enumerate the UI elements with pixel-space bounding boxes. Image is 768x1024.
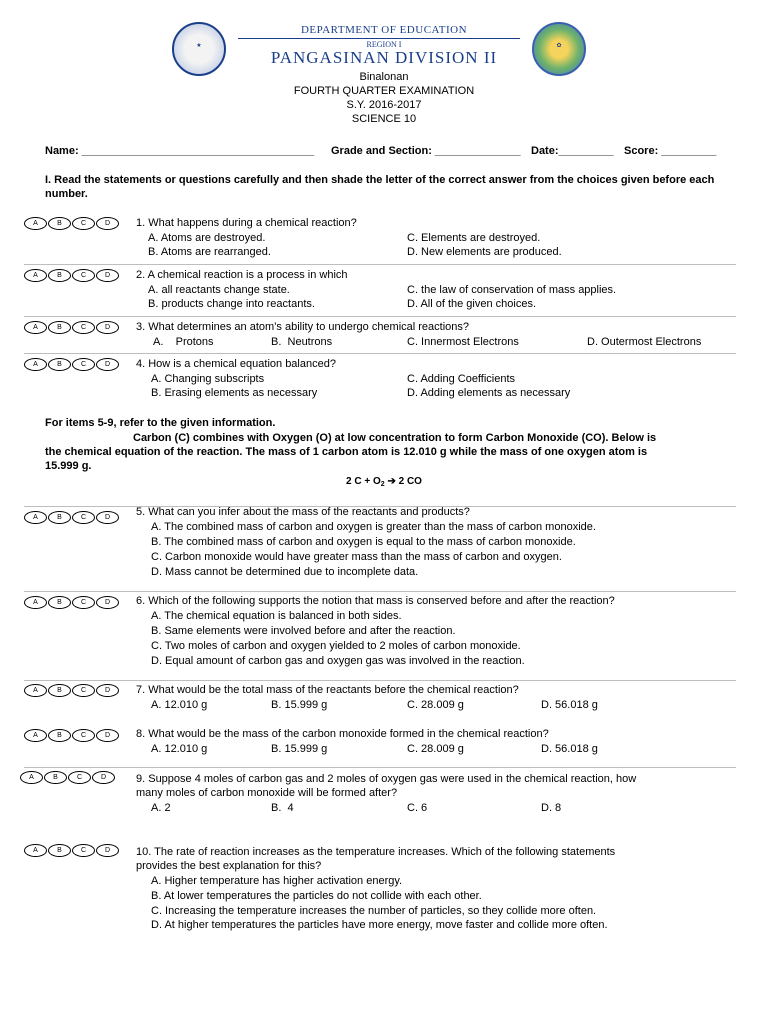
exam-title: FOURTH QUARTER EXAMINATION [293, 85, 475, 97]
q2-choice-a: A. all reactants change state. [148, 284, 290, 296]
q2-choice-d: D. All of the given choices. [407, 298, 537, 310]
bubble-d[interactable]: D [96, 269, 119, 282]
info-line-3: 15.999 g. [45, 460, 92, 472]
question-separator [24, 353, 736, 354]
subject-title: SCIENCE 10 [351, 113, 417, 125]
bubble-a[interactable]: A [24, 321, 47, 334]
answer-bubbles-q4[interactable] [24, 358, 119, 371]
q5-choice-b: B. The combined mass of carbon and oxygen is equal to the mass of carbon monoxide. [151, 536, 576, 548]
q2-stem: 2. A chemical reaction is a process in which [136, 269, 348, 281]
bubble-b[interactable]: B [48, 729, 71, 742]
q7-stem: 7. What would be the total mass of the reactants before the chemical reaction? [136, 684, 519, 696]
bubble-c[interactable]: C [68, 771, 91, 784]
q1-choice-a: A. Atoms are destroyed. [148, 232, 266, 244]
bubble-b[interactable]: B [48, 511, 71, 524]
bubble-a[interactable]: A [24, 511, 47, 524]
q6-choice-b: B. Same elements were involved before and after the reaction. [151, 625, 456, 637]
bubble-d[interactable]: D [96, 729, 119, 742]
info-line-2: the chemical equation of the reaction. The mass of 1 carbon atom is 12.010 g while the mass of one oxygen atom is [45, 446, 648, 458]
q4-choice-b: B. Erasing elements as necessary [151, 387, 318, 399]
bubble-c[interactable]: C [72, 269, 95, 282]
bubble-b[interactable]: B [48, 321, 71, 334]
name-field[interactable]: Name: ______________________________________ [45, 145, 315, 157]
answer-bubbles-q5[interactable] [24, 511, 119, 524]
bubble-c[interactable]: C [72, 358, 95, 371]
q6-stem: 6. Which of the following supports the notion that mass is conserved before and after the reaction? [136, 595, 615, 607]
q4-choice-c: C. Adding Coefficients [407, 373, 516, 385]
bubble-a[interactable]: A [24, 729, 47, 742]
equation-subscript: 2 [380, 481, 385, 488]
answer-bubbles-q2[interactable] [24, 269, 119, 282]
q10-choice-d: D. At higher temperatures the particles have more energy, move faster and collide more often. [151, 919, 608, 931]
q1-stem: 1. What happens during a chemical reaction? [136, 217, 357, 229]
answer-bubbles-q6[interactable] [24, 596, 119, 609]
q8-choice-d: D. 56.018 g [541, 743, 598, 755]
info-line-1: Carbon (C) combines with Oxygen (O) at low concentration to form Carbon Monoxide (CO). Below is [133, 432, 657, 444]
q8-choice-b: B. 15.999 g [271, 743, 328, 755]
answer-bubbles-q9[interactable] [20, 771, 115, 784]
q7-choice-d: D. 56.018 g [541, 699, 598, 711]
q3-choice-b: B. Neutrons [271, 336, 333, 348]
bubble-d[interactable]: D [96, 217, 119, 230]
bubble-a[interactable]: A [24, 844, 47, 857]
q10-choice-a: A. Higher temperature has higher activation energy. [151, 875, 403, 887]
q10-choice-c: C. Increasing the temperature increases the number of particles, so they collide more often. [151, 905, 597, 917]
q5-choice-d: D. Mass cannot be determined due to incomplete data. [151, 566, 419, 578]
bubble-b[interactable]: B [48, 844, 71, 857]
deped-seal-logo: ★ [172, 22, 226, 76]
date-field[interactable]: Date:_________ [531, 145, 614, 157]
q8-stem: 8. What would be the mass of the carbon monoxide formed in the chemical reaction? [136, 728, 549, 740]
q6-choice-d: D. Equal amount of carbon gas and oxygen gas was involved in the reaction. [151, 655, 525, 667]
arrow-icon: ➔ [387, 476, 396, 487]
bubble-d[interactable]: D [92, 771, 115, 784]
q9-choice-c: C. 6 [407, 802, 428, 814]
school-year: S.Y. 2016-2017 [346, 99, 422, 111]
bubble-d[interactable]: D [96, 684, 119, 697]
answer-bubbles-q3[interactable] [24, 321, 119, 334]
answer-bubbles-q1[interactable] [24, 217, 119, 230]
region-label: REGION I [366, 40, 402, 49]
bubble-c[interactable]: C [72, 511, 95, 524]
bubble-d[interactable]: D [96, 511, 119, 524]
q3-choice-d: D. Outermost Electrons [587, 336, 702, 348]
bubble-a[interactable]: A [24, 596, 47, 609]
bubble-a[interactable]: A [24, 684, 47, 697]
bubble-a[interactable]: A [24, 269, 47, 282]
answer-bubbles-q8[interactable] [24, 729, 119, 742]
question-separator [24, 680, 736, 681]
q10-stem-line-1: 10. The rate of reaction increases as the temperature increases. Which of the following statements [136, 846, 616, 858]
bubble-d[interactable]: D [96, 358, 119, 371]
question-separator [24, 767, 736, 768]
bubble-d[interactable]: D [96, 596, 119, 609]
bubble-d[interactable]: D [96, 844, 119, 857]
grade-section-field[interactable]: Grade and Section: ______________ [331, 145, 521, 157]
q3-stem: 3. What determines an atom’s ability to undergo chemical reactions? [136, 321, 470, 333]
division-title: PANGASINAN DIVISION II [270, 48, 498, 67]
q4-stem: 4. How is a chemical equation balanced? [136, 358, 336, 370]
q7-choice-a: A. 12.010 g [151, 699, 208, 711]
q3-choice-c: C. Innermost Electrons [407, 336, 519, 348]
department-title: DEPARTMENT OF EDUCATION [300, 24, 468, 36]
q4-choice-d: D. Adding elements as necessary [407, 387, 571, 399]
bubble-b[interactable]: B [48, 217, 71, 230]
q9-stem-line-2: many moles of carbon monoxide will be formed after? [136, 787, 398, 799]
answer-bubbles-q7[interactable] [24, 684, 119, 697]
question-separator [24, 264, 736, 265]
q9-choice-d: D. 8 [541, 802, 562, 814]
q4-choice-a: A. Changing subscripts [151, 373, 265, 385]
school-name: Binalonan [359, 71, 409, 83]
q1-choice-b: B. Atoms are rearranged. [148, 246, 271, 258]
instructions: I. Read the statements or questions carefully and then shade the letter of the correct answer from the choices given before each number. [45, 174, 715, 200]
q10-choice-b: B. At lower temperatures the particles do not collide with each other. [151, 890, 482, 902]
chemical-equation [0, 476, 768, 488]
bubble-b[interactable]: B [48, 684, 71, 697]
q10-stem-line-2: provides the best explanation for this? [136, 860, 322, 872]
q6-choice-a: A. The chemical equation is balanced in both sides. [151, 610, 402, 622]
bubble-a[interactable]: A [24, 358, 47, 371]
bubble-c[interactable]: C [72, 596, 95, 609]
q2-choice-c: C. the law of conservation of mass applies. [407, 284, 617, 296]
q5-stem: 5. What can you infer about the mass of the reactants and products? [136, 506, 470, 518]
question-separator [24, 316, 736, 317]
q7-choice-b: B. 15.999 g [271, 699, 328, 711]
bubble-c[interactable]: C [72, 217, 95, 230]
bubble-b[interactable]: B [48, 596, 71, 609]
q9-choice-b: B. 4 [271, 802, 294, 814]
bubble-c[interactable]: C [72, 684, 95, 697]
bubble-c[interactable]: C [72, 729, 95, 742]
q8-choice-a: A. 12.010 g [151, 743, 208, 755]
bubble-b[interactable]: B [44, 771, 67, 784]
bubble-b[interactable]: B [48, 269, 71, 282]
q9-stem-line-1: 9. Suppose 4 moles of carbon gas and 2 moles of oxygen gas were used in the chemical reaction, how [136, 773, 637, 785]
q2-choice-b: B. products change into reactants. [148, 298, 315, 310]
bubble-c[interactable]: C [72, 321, 95, 334]
division-seal-logo: ✿ [532, 22, 586, 76]
q5-choice-a: A. The combined mass of carbon and oxygen is greater than the mass of carbon monoxide. [151, 521, 596, 533]
equation-product: 2 CO [398, 476, 422, 487]
bubble-d[interactable]: D [96, 321, 119, 334]
q9-choice-a: A. 2 [151, 802, 171, 814]
score-field[interactable]: Score: _________ [624, 145, 717, 157]
answer-bubbles-q10[interactable] [24, 844, 119, 857]
q1-choice-d: D. New elements are produced. [407, 246, 562, 258]
info-title: For items 5-9, refer to the given information. [45, 417, 276, 429]
bubble-b[interactable]: B [48, 358, 71, 371]
bubble-a[interactable]: A [20, 771, 43, 784]
bubble-a[interactable]: A [24, 217, 47, 230]
q6-choice-c: C. Two moles of carbon and oxygen yielded to 2 moles of carbon monoxide. [151, 640, 521, 652]
q8-choice-c: C. 28.009 g [407, 743, 464, 755]
header-rule [238, 38, 520, 39]
bubble-c[interactable]: C [72, 844, 95, 857]
q3-choice-a: A. Protons [153, 336, 214, 348]
q7-choice-c: C. 28.009 g [407, 699, 464, 711]
question-separator [24, 591, 736, 592]
q1-choice-c: C. Elements are destroyed. [407, 232, 541, 244]
equation-reactants: 2 C + O [346, 476, 381, 487]
q5-choice-c: C. Carbon monoxide would have greater mass than the mass of carbon and oxygen. [151, 551, 562, 563]
